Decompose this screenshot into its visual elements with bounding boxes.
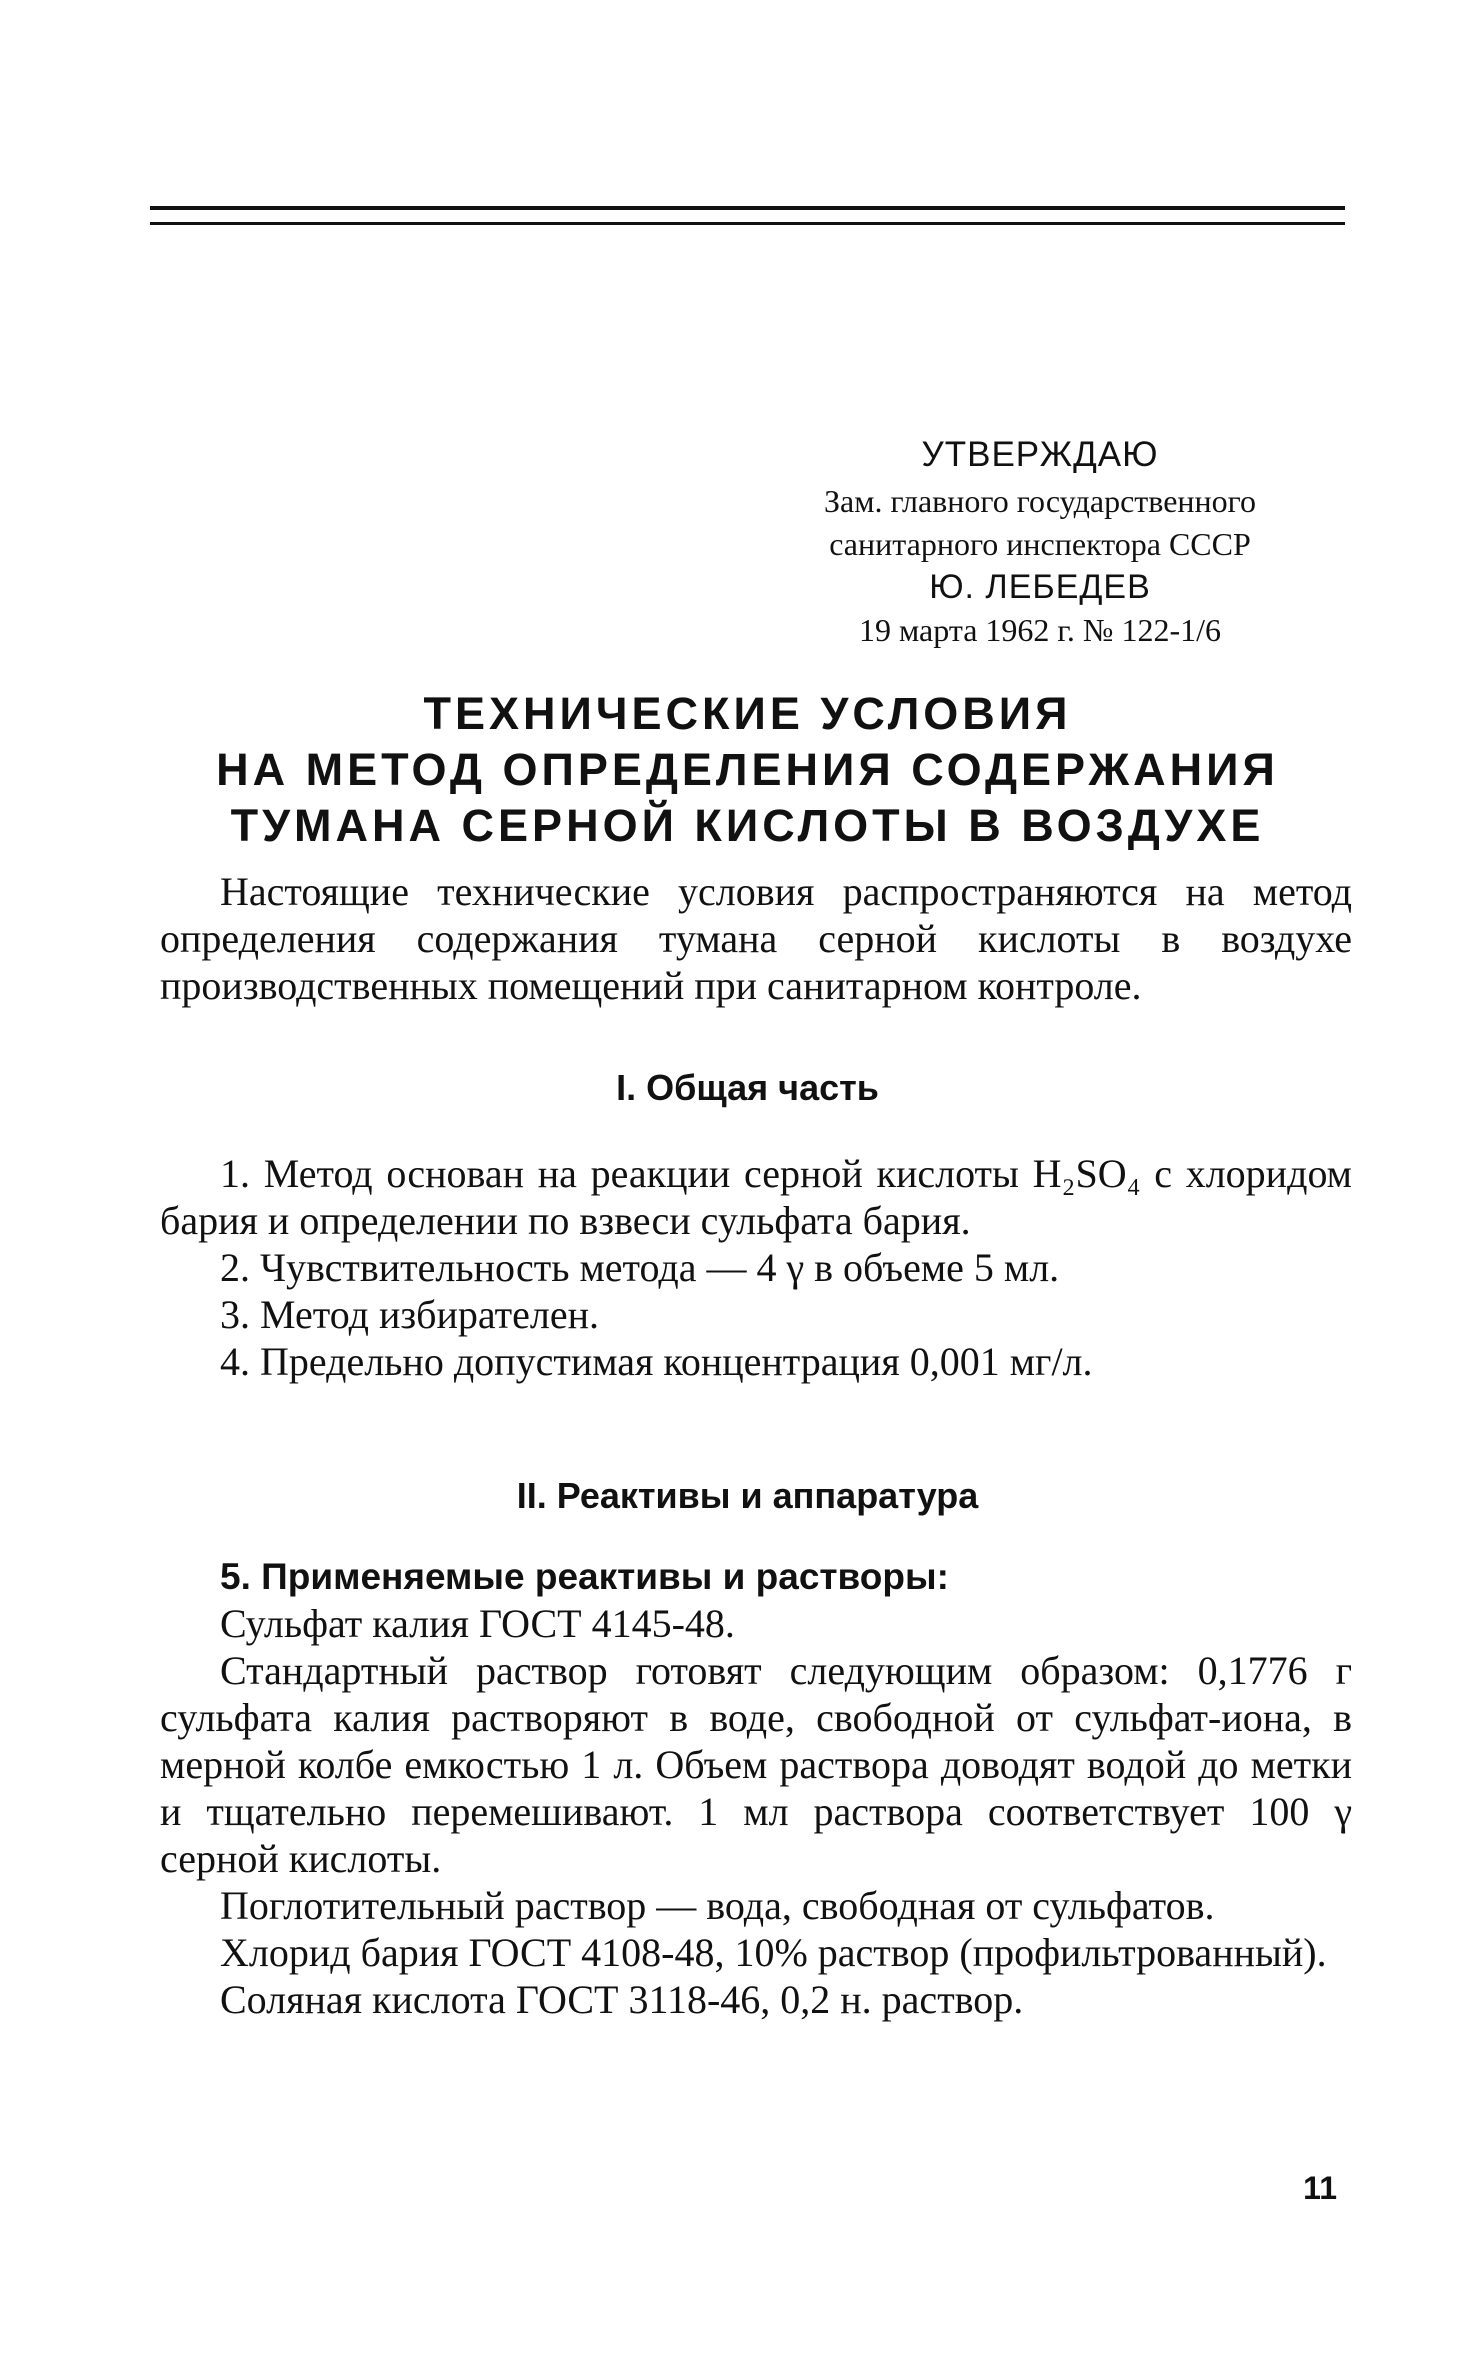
section2-heading: II. Реактивы и аппаратура [516,1475,979,1516]
page-number: 11 [1303,2170,1337,2206]
section2-paragraph-5: Соляная кислота ГОСТ 3118-46, 0,2 н. раствор. [220,1977,1024,2022]
top-rule-thick [150,206,1345,210]
item5-heading: 5. Применяемые реактивы и растворы: [220,1556,949,1597]
approval-name: Ю. ЛЕБЕДЕВ [929,568,1151,606]
section2-paragraph-1: Сульфат калия ГОСТ 4145-48. [220,1601,735,1646]
section1-item-2: 2. Чувствительность метода — 4 γ в объеме 5 мл. [220,1245,1060,1290]
document-title-line1: ТЕХНИЧЕСКИЕ УСЛОВИЯ [423,688,1072,739]
section2-body [160,1553,1352,2023]
section2-paragraph-4: Хлорид бария ГОСТ 4108-48, 10% раствор (профильтрованный). [220,1930,1327,1975]
document-title-line3: ТУМАНА СЕРНОЙ КИСЛОТЫ В ВОЗДУХЕ [230,800,1265,851]
section2-paragraph-3: Поглотительный раствор — вода, свободная от сульфатов. [220,1883,1215,1928]
approval-date-number: 19 марта 1962 г. № 122-1/6 [859,612,1221,648]
approval-title: УТВЕРЖДАЮ [921,435,1159,474]
document-title [150,686,1345,854]
document-title-line2: НА МЕТОД ОПРЕДЕЛЕНИЯ СОДЕРЖАНИЯ [216,744,1279,795]
section1-item-3: 3. Метод избирателен. [220,1292,599,1337]
intro-paragraph: Настоящие технические условия распространяются на метод определения содержания тумана серной кислоты в воздухе производственных помещений при санитарном контроле. [160,869,1352,1008]
section1-body [160,1150,1352,1385]
section2-paragraph-2: Стандартный раствор готовят следующим образом: 0,1776 г сульфата калия растворяют в воде, свободной от сульфат-иона, в мерной колбе емкостью 1 л. Объем раствора доводят водой до метки и тщательно перемешивают. 1 мл раствора соответствует 100 γ серной кислоты. [160,1648,1352,1881]
intro-block [160,868,1352,1009]
section1-item-4: 4. Предельно допустимая концентрация 0,001 мг/л. [220,1339,1093,1384]
section1-heading: I. Общая часть [616,1067,879,1108]
top-rule-thin [150,222,1345,225]
section1-item-1: 1. Метод основан на реакции серной кислоты H₂SO₄ с хлоридом бария и определении по взвеси сульфата бария. [160,1151,1352,1243]
approval-position-line1: Зам. главного государственного [824,483,1256,519]
approval-block [720,430,1360,652]
approval-position-line2: санитарного инспектора СССР [829,526,1251,562]
